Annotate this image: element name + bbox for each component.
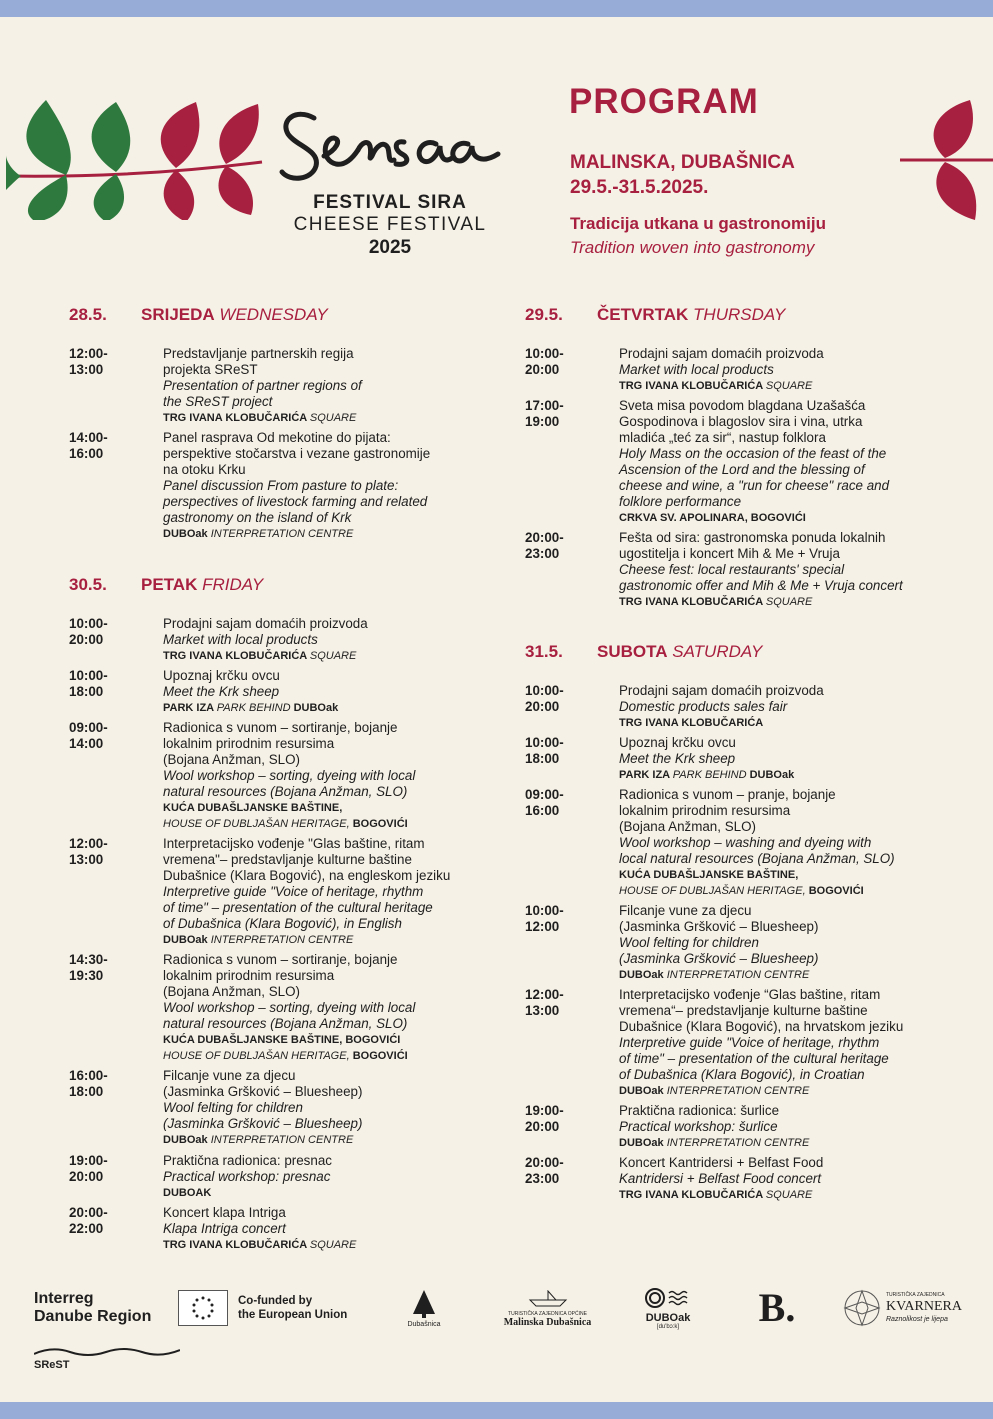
duboak-logo <box>638 1287 698 1330</box>
event-title-en: natural resources (Bojana Anžman, SLO) <box>163 1016 408 1031</box>
event-location <box>619 883 939 899</box>
event-title-hr: Filcanje vune za djecu <box>163 1068 296 1083</box>
event-title-en: Ascension of the Lord and the blessing of <box>619 462 865 477</box>
event-title-en: Domestic products sales fair <box>619 699 788 714</box>
event-details <box>619 683 939 731</box>
location-italic: INTERPRETATION CENTRE <box>210 934 354 946</box>
event-title-en: Wool workshop – sorting, dyeing with local <box>163 768 416 783</box>
sponsor-footer <box>0 1282 993 1382</box>
location-italic: SQUARE <box>309 650 357 662</box>
event-details <box>163 952 483 1064</box>
event-time: 10:00-18:00 <box>69 668 108 699</box>
festival-logo <box>276 100 504 259</box>
event-details <box>163 346 483 426</box>
event-time: 20:00-23:00 <box>525 1155 564 1186</box>
event-location <box>619 510 939 526</box>
location-italic: INTERPRETATION CENTRE <box>210 528 354 540</box>
event-location <box>163 1032 483 1048</box>
dubasnica-logo <box>404 1288 444 1328</box>
malinska-text: Malinska Dubašnica <box>503 1317 592 1328</box>
day-name-en: WEDNESDAY <box>219 305 328 324</box>
tree-icon <box>409 1288 439 1318</box>
event-title-en: Market with local products <box>163 632 318 647</box>
event-time: 20:00-22:00 <box>69 1205 108 1236</box>
event-title-en: Practical workshop: šurlice <box>619 1119 778 1134</box>
day-date: 28.5. <box>69 305 107 324</box>
b-logo: B. <box>758 1285 796 1330</box>
event-time: 09:00-14:00 <box>69 720 108 751</box>
srest-wave-icon <box>34 1346 180 1358</box>
event-location <box>619 1083 939 1099</box>
place-text: MALINSKA, DUBAŠNICA <box>570 152 795 173</box>
location-italic: SQUARE <box>765 380 813 392</box>
event-title-hr: Praktična radionica: presnac <box>163 1153 332 1168</box>
event-title-hr: mladića „teć za sir“, nastup folklora <box>619 430 826 445</box>
event-title-hr: perspektive stočarstva i vezane gastronomije <box>163 446 431 461</box>
event-location <box>163 932 483 948</box>
interreg-line1: Interreg <box>34 1290 94 1307</box>
event-title-hr: Fešta od sira: gastronomska ponuda lokalnih <box>619 530 886 545</box>
event-title-en: gastronomy on the island of Krk <box>163 510 352 525</box>
event-title-hr: Upoznaj krčku ovcu <box>163 668 280 683</box>
kvarner-sub-text: Raznolikost je lijepa <box>886 1316 948 1323</box>
day-name-hr: PETAK <box>141 575 198 594</box>
location-bold-suffix: DUBOak <box>293 702 339 714</box>
event-time: 12:00-13:00 <box>69 836 108 867</box>
location-bold: DUBOak <box>163 934 211 946</box>
event-time: 20:00-23:00 <box>525 530 564 561</box>
location-bold-suffix: DUBOak <box>749 769 795 781</box>
event-location <box>163 816 483 832</box>
event-title-hr: Koncert klapa Intriga <box>163 1205 286 1220</box>
bottom-band <box>0 1402 993 1419</box>
malinska-logo <box>500 1290 595 1328</box>
event-time: 10:00-20:00 <box>525 346 564 377</box>
location-bold: KUĆA DUBAŠLJANSKE BAŠTINE, <box>619 869 799 881</box>
event-title-en: Practical workshop: presnac <box>163 1169 331 1184</box>
event-title-en: Meet the Krk sheep <box>163 684 280 699</box>
festival-title-en: CHEESE FESTIVAL <box>293 214 487 235</box>
event-title-hr: vremena"– predstavljanje kulturne baštine <box>163 852 412 867</box>
location-bold-suffix: BOGOVIĆI <box>808 885 864 897</box>
location-italic: SQUARE <box>765 596 813 608</box>
location-bold: DUBOak <box>163 528 211 540</box>
event-title-hr: (Bojana Anžman, SLO) <box>619 819 756 834</box>
duboak-spiral-icon <box>643 1287 693 1309</box>
event-title-hr: Radionica s vunom – sortiranje, bojanje <box>163 952 398 967</box>
event-title-hr: Filcanje vune za djecu <box>619 903 752 918</box>
event-title-en: Cheese fest: local restaurants' special <box>619 562 845 577</box>
location-bold: TRG IVANA KLOBUČARIĆA <box>163 1239 310 1251</box>
location-bold: DUBOak <box>619 969 667 981</box>
event-location <box>619 1135 939 1151</box>
location-bold: PARK IZA <box>163 702 217 714</box>
event-location <box>619 867 939 883</box>
day-name-hr: ČETVRTAK <box>597 305 689 324</box>
eu-flag-icon <box>178 1290 228 1326</box>
event-time: 12:00-13:00 <box>69 346 108 377</box>
event-details <box>619 903 939 983</box>
location-italic: INTERPRETATION CENTRE <box>666 1085 810 1097</box>
kvarner-small-text: TURISTIČKA ZAJEDNICA <box>886 1292 945 1298</box>
event-title-en: Kantridersi + Belfast Food concert <box>619 1171 822 1186</box>
day-date: 31.5. <box>525 642 563 661</box>
event-details <box>619 398 939 526</box>
event-location <box>163 410 483 426</box>
day-name-hr: SUBOTA <box>597 642 668 661</box>
event-time: 10:00-20:00 <box>525 683 564 714</box>
location-bold: PARK IZA <box>619 769 673 781</box>
event-details <box>163 720 483 832</box>
event-details <box>163 836 483 948</box>
event-title-en: natural resources (Bojana Anžman, SLO) <box>163 784 408 799</box>
event-title-hr: Dubašnice (Klara Bogović), na hrvatskom jeziku <box>619 1019 904 1034</box>
event-title-hr: Interpretacijsko vođenje "Glas baštine, ritam <box>163 836 425 851</box>
day-date: 30.5. <box>69 575 107 594</box>
kvarner-text: KVARNERA <box>886 1299 962 1314</box>
event-title-hr: Radionica s vunom – pranje, bojanje <box>619 787 836 802</box>
tagline-hr: Tradicija utkana u gastronomiju <box>570 214 826 233</box>
tagline-en: Tradition woven into gastronomy <box>570 238 815 257</box>
event-title-en: Wool felting for children <box>163 1100 303 1115</box>
interreg-logo <box>34 1290 151 1326</box>
event-title-hr: (Bojana Anžman, SLO) <box>163 984 300 999</box>
sensa-script-logo <box>276 100 504 192</box>
location-bold: DUBOak <box>163 1134 211 1146</box>
event-title-en: of time" – presentation of the cultural heritage <box>619 1051 889 1066</box>
event-location <box>163 800 483 816</box>
event-time: 16:00-18:00 <box>69 1068 108 1099</box>
event-title-hr: Panel rasprava Od mekotine do pijata: <box>163 430 391 445</box>
location-italic: PARK BEHIND <box>216 702 294 714</box>
event-location <box>619 378 939 394</box>
event-time: 14:30-19:30 <box>69 952 108 983</box>
event-time: 19:00-20:00 <box>69 1153 108 1184</box>
event-location <box>619 594 939 610</box>
location-italic: INTERPRETATION CENTRE <box>210 1134 354 1146</box>
event-title-hr: Radionica s vunom – sortiranje, bojanje <box>163 720 398 735</box>
event-location <box>163 1185 483 1201</box>
leaf-branch-right-illustration <box>900 100 993 220</box>
event-location <box>163 1132 483 1148</box>
malinska-small-text: TURISTIČKA ZAJEDNICA OPĆINE <box>508 1311 587 1317</box>
event-title-en: Presentation of partner regions of <box>163 378 362 393</box>
event-time: 17:00-19:00 <box>525 398 564 429</box>
location-italic: SQUARE <box>309 412 357 424</box>
location-bold: TRG IVANA KLOBUČARIĆA <box>619 717 764 729</box>
event-time: 10:00-12:00 <box>525 903 564 934</box>
location-bold: TRG IVANA KLOBUČARIĆA <box>619 596 766 608</box>
location-italic: INTERPRETATION CENTRE <box>666 1137 810 1149</box>
event-location <box>619 1187 939 1203</box>
srest-logo-text: SReST <box>34 1359 70 1371</box>
event-title-hr: Prodajni sajam domaćih proizvoda <box>163 616 368 631</box>
event-title-hr: vremena“– predstavljanje kulturne baštine <box>619 1003 868 1018</box>
place-dates <box>570 150 795 200</box>
event-time: 12:00-13:00 <box>525 987 564 1018</box>
duboak-sub-text: [du'bɔ:k] <box>656 1324 680 1330</box>
event-title-hr: Praktična radionica: šurlice <box>619 1103 780 1118</box>
event-title-hr: (Jasminka Gršković – Bluesheep) <box>163 1084 363 1099</box>
event-title-en: Wool workshop – sorting, dyeing with local <box>163 1000 416 1015</box>
event-location <box>163 1048 483 1064</box>
event-title-hr: Predstavljanje partnerskih regija <box>163 346 354 361</box>
event-time: 10:00-20:00 <box>69 616 108 647</box>
event-details <box>163 616 483 664</box>
location-italic: PARK BEHIND <box>672 769 750 781</box>
event-title-en: of Dubašnica (Klara Bogović), in Croatian <box>619 1067 865 1082</box>
location-italic: HOUSE OF DUBLJAŠAN HERITAGE, <box>163 818 353 830</box>
day-heading-30 <box>69 575 263 595</box>
event-details <box>163 668 483 716</box>
festival-year: 2025 <box>368 237 412 258</box>
event-details <box>163 1153 483 1201</box>
location-bold: TRG IVANA KLOBUČARIĆA <box>619 1189 766 1201</box>
interreg-line2: Danube Region <box>34 1308 152 1325</box>
event-time: 10:00-18:00 <box>525 735 564 766</box>
event-title-en: Holy Mass on the occasion of the feast of the <box>619 446 887 461</box>
event-location <box>619 967 939 983</box>
event-title-en: Wool workshop – washing and dyeing with <box>619 835 872 850</box>
tagline <box>570 212 826 260</box>
location-italic: INTERPRETATION CENTRE <box>666 969 810 981</box>
event-title-en: (Jasminka Gršković – Bluesheep) <box>163 1116 363 1131</box>
event-title-en: Meet the Krk sheep <box>619 751 736 766</box>
event-title-en: Interpretive guide "Voice of heritage, rhythm <box>619 1035 880 1050</box>
location-bold: KUĆA DUBAŠLJANSKE BAŠTINE, <box>163 802 343 814</box>
event-title-en: Interpretive guide "Voice of heritage, rhythm <box>163 884 424 899</box>
top-band <box>0 0 993 17</box>
cofunded-text <box>238 1294 347 1322</box>
dates-text: 29.5.-31.5.2025. <box>570 177 709 198</box>
cofunded-line1: Co-funded by <box>238 1295 313 1307</box>
event-time: 09:00-16:00 <box>525 787 564 818</box>
location-bold: CRKVA SV. APOLINARA, BOGOVIĆI <box>619 512 806 524</box>
leaf-branch-left-illustration <box>6 100 264 220</box>
event-time: 19:00-20:00 <box>525 1103 564 1134</box>
event-location <box>163 526 483 542</box>
event-details <box>619 346 939 394</box>
event-details <box>619 987 939 1099</box>
event-title-en: of Dubašnica (Klara Bogović), in English <box>163 916 402 931</box>
event-title-hr: Sveta misa povodom blagdana Uzašašća <box>619 398 866 413</box>
event-title-hr: projekta SReST <box>163 362 258 377</box>
event-title-en: (Jasminka Gršković – Bluesheep) <box>619 951 819 966</box>
event-title-hr: ugostitelja i koncert Mih & Me + Vruja <box>619 546 840 561</box>
event-time: 14:00-16:00 <box>69 430 108 461</box>
day-name-en: SATURDAY <box>672 642 763 661</box>
festival-title-hr: FESTIVAL SIRA <box>313 192 467 213</box>
event-title-en: local natural resources (Bojana Anžman, SLO) <box>619 851 895 866</box>
event-title-en: Panel discussion From pasture to plate: <box>163 478 399 493</box>
location-italic: SQUARE <box>765 1189 813 1201</box>
location-bold: KUĆA DUBAŠLJANSKE BAŠTINE, BOGOVIĆI <box>163 1034 401 1046</box>
event-title-en: perspectives of livestock farming and related <box>163 494 428 509</box>
location-bold: TRG IVANA KLOBUČARIĆA <box>163 650 310 662</box>
duboak-text: DUBOak <box>645 1312 691 1324</box>
event-title-en: the SReST project <box>163 394 273 409</box>
location-italic: HOUSE OF DUBLJAŠAN HERITAGE, <box>619 885 809 897</box>
location-bold: DUBOAK <box>163 1187 212 1199</box>
event-location <box>163 648 483 664</box>
day-name-en: FRIDAY <box>202 575 264 594</box>
event-location <box>619 715 939 731</box>
event-title-hr: lokalnim prirodnim resursima <box>619 803 791 818</box>
boat-icon <box>528 1290 568 1308</box>
event-title-hr: Gospodinova i blagoslov sira i vina, utrka <box>619 414 863 429</box>
event-title-en: gastronomic offer and Mih & Me + Vruja concert <box>619 578 903 593</box>
cofunded-line2: the European Union <box>238 1309 348 1321</box>
event-title-hr: lokalnim prirodnim resursima <box>163 736 335 751</box>
location-bold: TRG IVANA KLOBUČARIĆA <box>619 380 766 392</box>
event-title-hr: lokalnim prirodnim resursima <box>163 968 335 983</box>
event-title-hr: Dubašnice (Klara Bogović), na engleskom jeziku <box>163 868 451 883</box>
location-bold-suffix: BOGOVIĆI <box>352 818 408 830</box>
event-title-hr: Prodajni sajam domaćih proizvoda <box>619 683 824 698</box>
event-title-hr: Upoznaj krčku ovcu <box>619 735 736 750</box>
day-name-hr: SRIJEDA <box>141 305 215 324</box>
event-location <box>619 767 939 783</box>
event-details <box>163 1068 483 1148</box>
kvarner-star-icon <box>842 1288 882 1328</box>
event-details <box>619 787 939 899</box>
event-title-hr: (Bojana Anžman, SLO) <box>163 752 300 767</box>
event-title-en: cheese and wine, a "run for cheese" race and <box>619 478 890 493</box>
event-details <box>619 530 939 610</box>
day-date: 29.5. <box>525 305 563 324</box>
event-title-hr: (Jasminka Gršković – Bluesheep) <box>619 919 819 934</box>
event-location <box>163 700 483 716</box>
event-title-hr: Prodajni sajam domaćih proizvoda <box>619 346 824 361</box>
day-heading-29 <box>525 305 785 325</box>
event-title-hr: Koncert Kantridersi + Belfast Food <box>619 1155 824 1170</box>
event-title-hr: Interpretacijsko vođenje “Glas baštine, ritam <box>619 987 881 1002</box>
location-bold: DUBOak <box>619 1137 667 1149</box>
event-title-en: Market with local products <box>619 362 774 377</box>
event-title-en: folklore performance <box>619 494 742 509</box>
event-title-en: Wool felting for children <box>619 935 759 950</box>
event-details <box>619 1103 939 1151</box>
event-details <box>163 1205 483 1253</box>
location-italic: HOUSE OF DUBLJAŠAN HERITAGE, <box>163 1050 353 1062</box>
day-heading-31 <box>525 642 762 662</box>
event-details <box>619 1155 939 1203</box>
dubasnica-text: Dubašnica <box>407 1321 441 1328</box>
event-title-hr: na otoku Krku <box>163 462 246 477</box>
event-location <box>163 1237 483 1253</box>
day-heading-28 <box>69 305 328 325</box>
location-bold: TRG IVANA KLOBUČARIĆA <box>163 412 310 424</box>
day-name-en: THURSDAY <box>693 305 786 324</box>
location-bold: DUBOak <box>619 1085 667 1097</box>
event-title-en: of time" – presentation of the cultural heritage <box>163 900 433 915</box>
event-title-en: Klapa Intriga concert <box>163 1221 286 1236</box>
program-heading: PROGRAM <box>569 82 759 121</box>
event-details <box>163 430 483 542</box>
event-details <box>619 735 939 783</box>
location-bold-suffix: BOGOVIĆI <box>352 1050 408 1062</box>
location-italic: SQUARE <box>309 1239 357 1251</box>
